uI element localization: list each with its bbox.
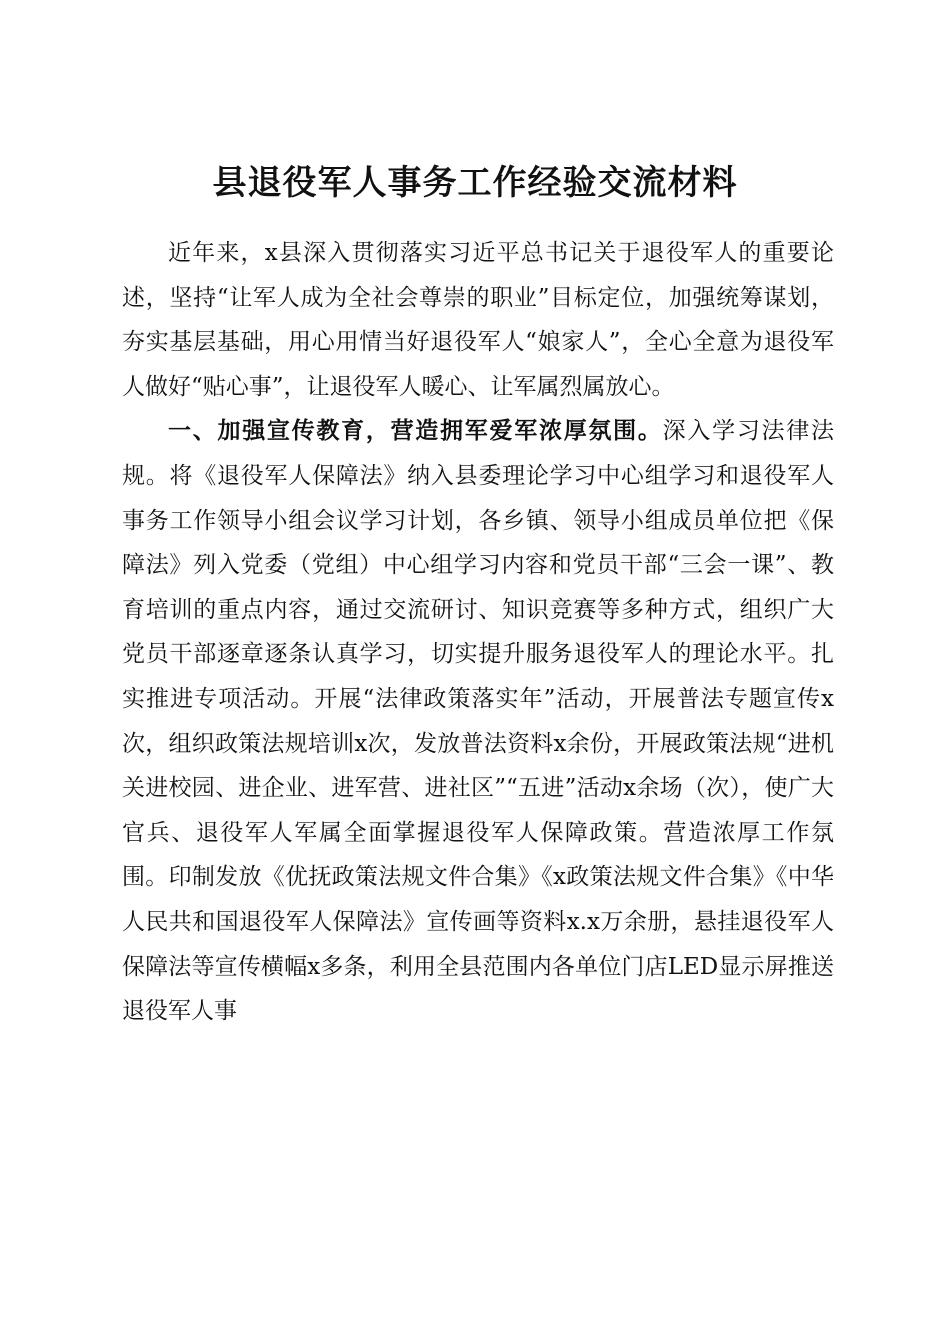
paragraph-text: 近年来，x县深入贯彻落实习近平总书记关于退役军人的重要论述，坚持“让军人成为全社会尊崇的职业”目标定位，加强统筹谋划，夯实基层基础，用心用情当好退役军人“娘家人”，全心全意为退役军人做好“贴心事”，让退役军人暖心、让军属烈属放心。 [122, 240, 834, 400]
document-title: 县退役军人事务工作经验交流材料 [212, 162, 738, 203]
document-body [122, 231, 834, 1034]
section-heading: 一、加强宣传教育，营造拥军爱军浓厚氛围。 [168, 418, 663, 445]
section-one-paragraph [122, 409, 834, 1033]
intro-paragraph [122, 231, 834, 409]
paragraph-text: 深入学习法律法规。将《退役军人保障法》纳入县委理论学习中心组学习和退役军人事务工作领导小组会议学习计划，各乡镇、领导小组成员单位把《保障法》列入党委（党组）中心组学习内容和党员干部“三会一课”、教育培训的重点内容，通过交流研讨、知识竞赛等多种方式，组织广大党员干部逐章逐条认真学习，切实提升服务退役军人的理论水平。扎实推进专项活动。开展“法律政策落实年”活动，开展普法专题宣传x次，组织政策法规培训x次，发放普法资料x余份，开展政策法规“进机关进校园、进企业、进军营、进社区”“五进”活动x余场（次），使广大官兵、退役军人军属全面掌握退役军人保障政策。营造浓厚工作氛围。印制发放《优抚政策法规文件合集》《x政策法规文件合集》《中华人民共和国退役军人保障法》宣传画等资料x.x万余册，悬挂退役军人保障法等宣传横幅x多条，利用全县范围内各单位门店LED显示屏推送退役军人事 [122, 418, 835, 1025]
